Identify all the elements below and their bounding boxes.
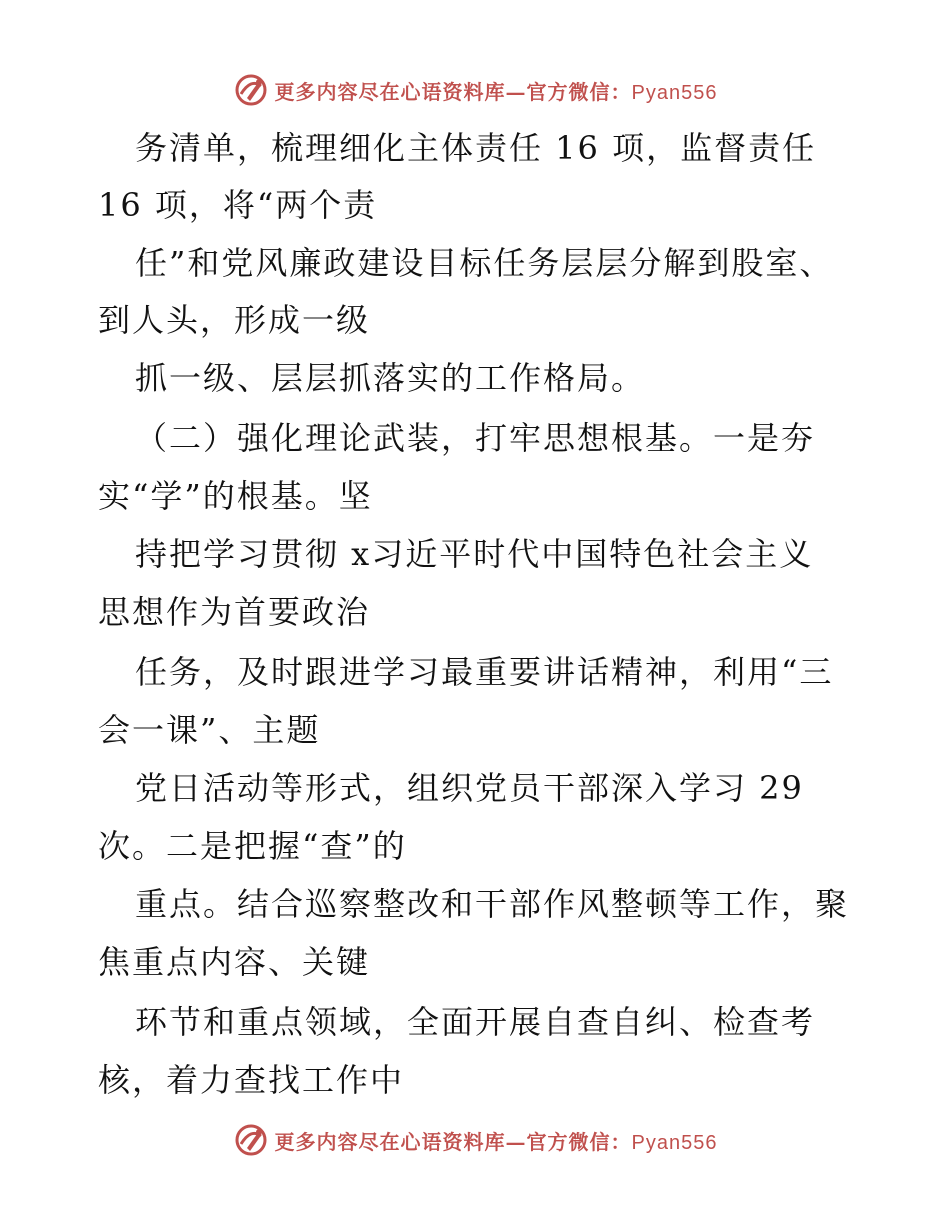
body-line: 焦重点内容、关键 bbox=[98, 943, 371, 981]
body-line: 重点。结合巡察整改和干部作风整顿等工作，聚 bbox=[135, 885, 850, 923]
body-line: 核，着力查找工作中 bbox=[98, 1061, 405, 1099]
body-line: 思想作为首要政治 bbox=[98, 593, 371, 631]
banner-wechat-id: Pyan556 bbox=[631, 1131, 718, 1154]
banner-text bbox=[275, 1126, 718, 1155]
body-line: 任务，及时跟进学习最重要讲话精神，利用“三 bbox=[135, 653, 834, 691]
body-line: 次。二是把握“查”的 bbox=[98, 827, 407, 865]
banner-text-cn: 更多内容尽在心语资料库—官方微信： bbox=[274, 1129, 632, 1154]
body-line: 务清单，梳理细化主体责任 16 项，监督责任 bbox=[135, 129, 817, 167]
banner-text-cn: 更多内容尽在心语资料库—官方微信： bbox=[274, 79, 632, 104]
body-line: 党日活动等形式，组织党员干部深入学习 29 bbox=[135, 769, 804, 807]
pen-swirl-logo-icon bbox=[233, 1122, 269, 1158]
body-line: （二）强化理论武装，打牢思想根基。一是夯 bbox=[135, 419, 816, 457]
body-line: 持把学习贯彻 x习近平时代中国特色社会主义 bbox=[135, 535, 814, 573]
body-line: 16 项，将“两个责 bbox=[98, 186, 378, 224]
body-line: 到人头，形成一级 bbox=[98, 301, 371, 339]
body-line: 实“学”的根基。坚 bbox=[98, 477, 373, 515]
body-line: 环节和重点领域，全面开展自查自纠、检查考 bbox=[135, 1003, 816, 1041]
footer-banner bbox=[0, 1120, 950, 1160]
banner-wechat-id: Pyan556 bbox=[631, 81, 718, 104]
body-line: 抓一级、层层抓落实的工作格局。 bbox=[135, 359, 646, 397]
body-line: 会一课”、主题 bbox=[98, 711, 321, 749]
body-line: 任”和党风廉政建设目标任务层层分解到股室、 bbox=[135, 244, 834, 282]
